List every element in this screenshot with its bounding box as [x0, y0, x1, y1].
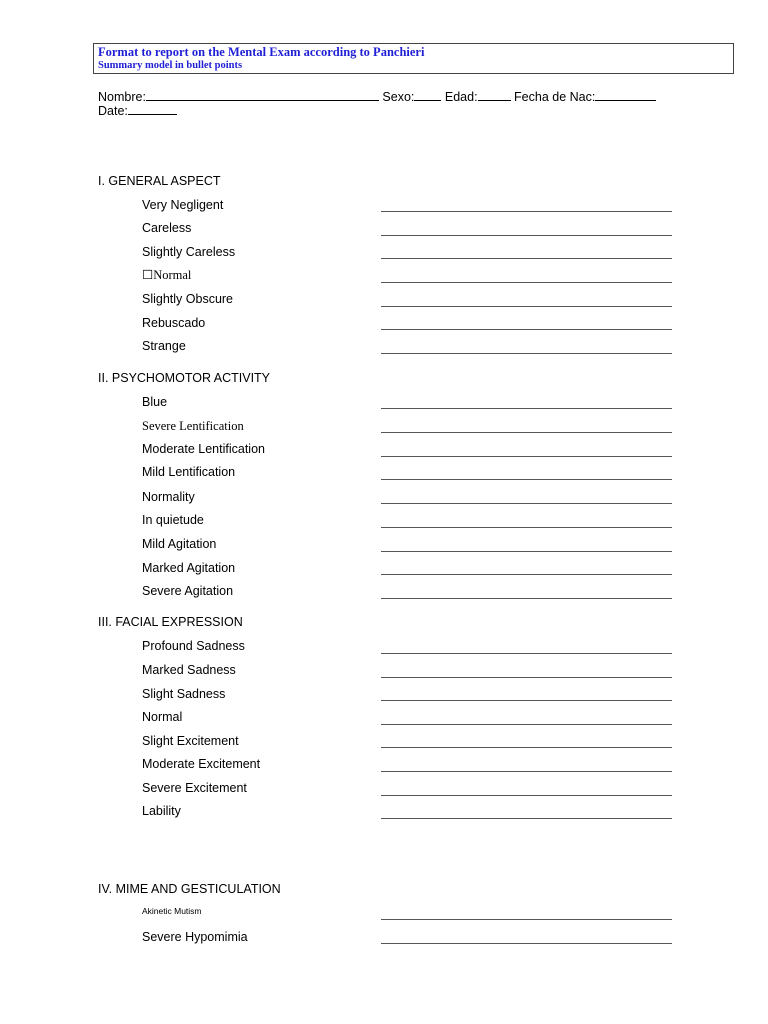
item-label: Mild Lentification [142, 465, 236, 479]
answer-line[interactable] [381, 677, 672, 678]
item-label: Lability [142, 804, 181, 818]
item-label: Severe Agitation [142, 584, 234, 598]
item-label: Careless [142, 221, 192, 235]
date-label: Date: [98, 104, 128, 118]
sex-label: Sexo: [382, 90, 415, 104]
item-label: Strange [142, 339, 186, 353]
item-label: Marked Agitation [142, 561, 236, 575]
age-label: Edad: [444, 90, 478, 104]
item-label: Marked Sadness [142, 663, 236, 677]
item-label: Severe Excitement [142, 781, 247, 795]
item-label: Profound Sadness [142, 639, 245, 653]
item-label: Rebuscado [142, 316, 206, 330]
answer-line[interactable] [381, 747, 672, 748]
item-label: In quietude [142, 513, 204, 527]
item-label: Slight Excitement [142, 734, 239, 748]
answer-line[interactable] [381, 943, 672, 944]
name-field[interactable] [146, 89, 379, 101]
item-label: ☐Normal [142, 268, 192, 282]
answer-line[interactable] [381, 771, 672, 772]
section-title-mime-gesticulation: IV. MIME AND GESTICULATION [98, 882, 281, 896]
answer-line[interactable] [381, 598, 672, 599]
answer-line[interactable] [381, 306, 672, 307]
document-subtitle: Summary model in bullet points [98, 60, 243, 71]
answer-line[interactable] [381, 211, 672, 212]
answer-line[interactable] [381, 408, 672, 409]
answer-line[interactable] [381, 724, 672, 725]
answer-line[interactable] [381, 795, 672, 796]
item-label: Normal [142, 710, 183, 724]
answer-line[interactable] [381, 700, 672, 701]
birth-date-field[interactable] [595, 89, 656, 101]
item-label: Mild Agitation [142, 537, 217, 551]
item-label: Slightly Obscure [142, 292, 234, 306]
item-label: Severe Hypomimia [142, 930, 248, 944]
birth-date-label: Fecha de Nac: [514, 90, 596, 104]
answer-line[interactable] [381, 258, 672, 259]
answer-line[interactable] [381, 353, 672, 354]
date-row [98, 103, 177, 118]
age-field[interactable] [478, 89, 511, 101]
section-title-general-aspect: I. GENERAL ASPECT [98, 174, 221, 188]
patient-info-row [98, 89, 656, 104]
item-label: Slight Sadness [142, 687, 226, 701]
item-label: Akinetic Mutism [142, 906, 202, 916]
item-label: Blue [142, 395, 168, 409]
answer-line[interactable] [381, 282, 672, 283]
item-label: Very Negligent [142, 198, 224, 212]
answer-line[interactable] [381, 432, 672, 433]
answer-line[interactable] [381, 479, 672, 480]
date-field[interactable] [128, 103, 177, 115]
answer-line[interactable] [381, 329, 672, 330]
item-label: Moderate Lentification [142, 442, 265, 456]
item-label: Normality [142, 490, 195, 504]
answer-line[interactable] [381, 919, 672, 920]
answer-line[interactable] [381, 503, 672, 504]
answer-line[interactable] [381, 653, 672, 654]
item-label: Slightly Careless [142, 245, 236, 259]
item-label: Severe Lentification [142, 419, 244, 433]
section-title-facial-expression: III. FACIAL EXPRESSION [98, 615, 243, 629]
section-title-psychomotor-activity: II. PSYCHOMOTOR ACTIVITY [98, 371, 271, 385]
answer-line[interactable] [381, 574, 672, 575]
sex-field[interactable] [414, 89, 441, 101]
name-label: Nombre: [98, 90, 146, 104]
answer-line[interactable] [381, 818, 672, 819]
answer-line[interactable] [381, 456, 672, 457]
answer-line[interactable] [381, 551, 672, 552]
answer-line[interactable] [381, 527, 672, 528]
document-title: Format to report on the Mental Exam according to Panchieri [98, 45, 425, 59]
title-box [93, 43, 734, 74]
answer-line[interactable] [381, 235, 672, 236]
item-label: Moderate Excitement [142, 757, 261, 771]
